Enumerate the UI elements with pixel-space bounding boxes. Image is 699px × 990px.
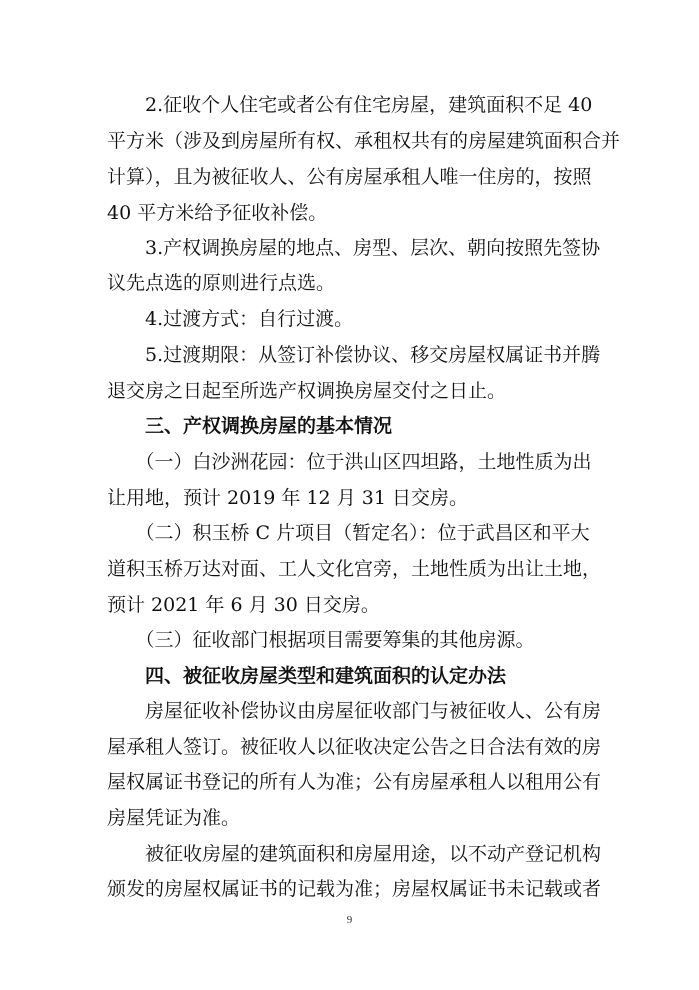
text-line: 平方米（涉及到房屋所有权、承租权共有的房屋建筑面积合并 [107,130,621,152]
text-line: 让用地，预计 2019 年 12 月 31 日交房。 [107,487,468,509]
text-line: （一）白沙洲花园：位于洪山区四坦路，土地性质为出 [107,451,592,473]
text-line: （二）积玉桥 C 片项目（暂定名）：位于武昌区和平大 [107,522,590,544]
text-line: 屋权属证书登记的所有人为准；公有房屋承租人以租用公有 [107,771,602,793]
text-line: 40 平方米给予征收补偿。 [107,202,328,224]
text-line: 议先点选的原则进行点选。 [107,272,336,294]
text-line: 退交房之日起至所选产权调换房屋交付之日止。 [107,380,507,402]
text-line: 被征收房屋的建筑面积和房屋用途，以不动产登记机构 [107,843,602,865]
section-heading: 四、被征收房屋类型和建筑面积的认定办法 [107,665,507,687]
text-line: 颁发的房屋权属证书的记载为准；房屋权属证书未记载或者 [107,878,602,900]
text-line: 2.征收个人住宅或者公有住宅房屋，建筑面积不足 40 [107,94,593,116]
text-line: 房屋凭证为准。 [107,807,241,829]
section-heading: 三、产权调换房屋的基本情况 [107,415,393,437]
text-line: 3.产权调换房屋的地点、房型、层次、朝向按照先签协 [107,237,601,259]
text-line: 5.过渡期限：从签订补偿协议、移交房屋权属证书并腾 [107,344,601,366]
page-number: 9 [346,914,353,926]
text-line: 计算），且为被征收人、公有房屋承租人唯一住房的，按照 [107,166,592,188]
text-line: 房屋征收补偿协议由房屋征收部门与被征收人、公有房 [107,700,602,722]
text-line: 4.过渡方式：自行过渡。 [107,308,354,330]
text-line: （三）征收部门根据项目需要筹集的其他房源。 [107,629,535,651]
text-line: 道积玉桥万达对面、工人文化宫旁，土地性质为出让土地， [107,558,602,580]
text-line: 预计 2021 年 6 月 30 日交房。 [107,594,380,616]
text-line: 屋承租人签订。被征收人以征收决定公告之日合法有效的房 [107,736,602,758]
